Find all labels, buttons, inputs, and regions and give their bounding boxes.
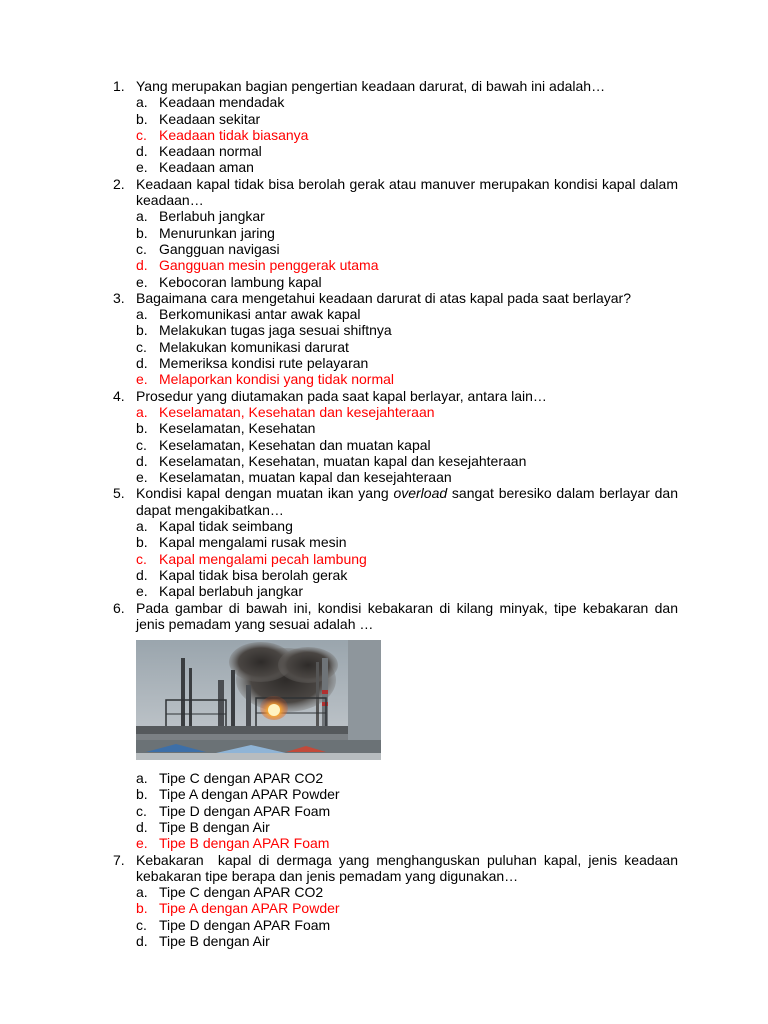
option-text: Kapal tidak bisa berolah gerak <box>159 566 348 583</box>
options-list <box>0 404 768 485</box>
option-letter: e. <box>136 273 148 290</box>
option-text: Tipe B dengan Air <box>159 818 270 835</box>
option-letter: e. <box>136 835 148 852</box>
option-d <box>0 355 768 371</box>
option-letter: d. <box>136 566 148 583</box>
option-letter: a. <box>136 306 148 323</box>
option-letter: a. <box>136 208 148 225</box>
option-c <box>0 241 768 257</box>
option-a <box>0 770 768 786</box>
option-letter: a. <box>136 770 148 787</box>
question-number: 3. <box>113 289 125 306</box>
question-text-part: sangat beresiko dalam berlayar dan dapat mengakibatkan… <box>136 485 678 518</box>
question-2 <box>0 176 678 209</box>
option-d <box>0 453 768 469</box>
option-a <box>0 208 768 224</box>
option-b <box>0 420 768 436</box>
question-text-emphasis: overload <box>393 485 448 502</box>
question-text: Bagaimana cara mengetahui keadaan darurat di atas kapal pada saat berlayar? <box>136 289 631 306</box>
option-text: Tipe C dengan APAR CO2 <box>159 884 324 901</box>
option-text: Berkomunikasi antar awak kapal <box>159 306 361 323</box>
option-letter: c. <box>136 550 147 567</box>
option-letter: c. <box>136 126 147 143</box>
option-text: Keselamatan, Kesehatan, muatan kapal dan kesejahteraan <box>159 452 527 469</box>
option-b <box>0 534 768 550</box>
option-b <box>0 322 768 338</box>
option-text: Keadaan mendadak <box>159 94 285 111</box>
option-text: Keadaan tidak biasanya <box>159 126 309 143</box>
question-text: Keadaan kapal tidak bisa berolah gerak atau manuver merupakan kondisi kapal dalam keadaan… <box>136 175 678 209</box>
option-b <box>0 786 768 802</box>
question-text-part: Kondisi kapal dengan muatan ikan yang <box>136 485 394 502</box>
options-list <box>0 884 768 949</box>
option-text: Keselamatan, Kesehatan dan kesejahteraan <box>159 403 435 420</box>
option-text: Keselamatan, muatan kapal dan kesejahteraan <box>159 469 452 486</box>
option-letter: b. <box>136 534 148 551</box>
option-text: Tipe B dengan APAR Foam <box>159 835 330 852</box>
option-a <box>0 884 768 900</box>
options-list <box>0 518 768 599</box>
option-letter: b. <box>136 110 148 127</box>
option-text: Berlabuh jangkar <box>159 208 265 225</box>
question-text <box>136 485 678 518</box>
options-list <box>0 94 768 175</box>
option-e <box>0 159 768 175</box>
option-c <box>0 339 768 355</box>
refinery-fire-photo <box>136 640 381 760</box>
option-letter: b. <box>136 420 148 437</box>
option-letter: d. <box>136 355 148 372</box>
option-d <box>0 819 768 835</box>
option-text: Kapal tidak seimbang <box>159 518 293 535</box>
option-letter: c. <box>136 802 147 819</box>
option-e-correct-answer <box>0 835 768 851</box>
option-d <box>0 933 768 949</box>
option-text: Keadaan normal <box>159 143 262 160</box>
quiz-document <box>0 78 768 949</box>
option-letter: b. <box>136 900 148 917</box>
option-text: Kapal mengalami rusak mesin <box>159 534 347 551</box>
option-a <box>0 94 768 110</box>
option-e <box>0 469 768 485</box>
option-letter: e. <box>136 159 148 176</box>
option-d <box>0 143 768 159</box>
option-e <box>0 274 768 290</box>
option-e-correct-answer <box>0 371 768 387</box>
question-3 <box>0 290 678 306</box>
option-text: Melaporkan kondisi yang tidak normal <box>159 371 395 388</box>
option-letter: a. <box>136 403 148 420</box>
question-4 <box>0 388 678 404</box>
option-c <box>0 917 768 933</box>
option-text: Menurunkan jaring <box>159 224 275 241</box>
question-text: Yang merupakan bagian pengertian keadaan darurat, di bawah ini adalah… <box>136 78 606 94</box>
question-number: 2. <box>113 175 125 192</box>
option-letter: d. <box>136 452 148 469</box>
option-text: Tipe C dengan APAR CO2 <box>159 770 324 787</box>
question-5 <box>0 485 678 518</box>
option-d-correct-answer <box>0 257 768 273</box>
option-b <box>0 111 768 127</box>
option-a <box>0 306 768 322</box>
question-number: 5. <box>113 485 125 502</box>
option-a <box>0 518 768 534</box>
option-text: Melakukan komunikasi darurat <box>159 338 349 355</box>
refinery-fire-illustration <box>136 640 381 760</box>
option-letter: c. <box>136 338 147 355</box>
option-c <box>0 437 768 453</box>
option-text: Tipe B dengan Air <box>159 933 270 950</box>
option-letter: a. <box>136 518 148 535</box>
option-letter: e. <box>136 583 148 600</box>
options-list <box>0 208 768 289</box>
option-letter: c. <box>136 436 147 453</box>
option-text: Kapal berlabuh jangkar <box>159 583 303 600</box>
option-letter: e. <box>136 371 148 388</box>
question-7 <box>0 851 682 885</box>
options-list <box>0 306 768 387</box>
option-text: Melakukan tugas jaga sesuai shiftnya <box>159 322 392 339</box>
question-number: 4. <box>113 387 125 404</box>
options-list <box>0 770 768 851</box>
option-c-correct-answer <box>0 127 768 143</box>
option-letter: d. <box>136 143 148 160</box>
option-letter: d. <box>136 818 148 835</box>
option-letter: d. <box>136 933 148 950</box>
option-text: Keselamatan, Kesehatan <box>159 420 316 437</box>
option-text: Keadaan aman <box>159 159 254 176</box>
question-1 <box>0 78 678 94</box>
question-number: 7. <box>113 851 125 868</box>
option-letter: c. <box>136 916 147 933</box>
option-letter: b. <box>136 322 148 339</box>
option-text: Gangguan navigasi <box>159 240 280 257</box>
option-letter: e. <box>136 469 148 486</box>
option-c <box>0 803 768 819</box>
option-text: Gangguan mesin penggerak utama <box>159 257 379 274</box>
option-text: Keadaan sekitar <box>159 110 261 127</box>
option-text: Kapal mengalami pecah lambung <box>159 550 367 567</box>
question-number: 6. <box>113 599 125 616</box>
question-text: Pada gambar di bawah ini, kondisi kebakaran di kilang minyak, tipe kebakaran dan jenis pemadam yang sesuai adalah … <box>136 599 678 632</box>
option-d <box>0 567 768 583</box>
option-text: Keselamatan, Kesehatan dan muatan kapal <box>159 436 431 453</box>
option-b <box>0 225 768 241</box>
option-a-correct-answer <box>0 404 768 420</box>
option-letter: c. <box>136 240 147 257</box>
option-c-correct-answer <box>0 551 768 567</box>
option-text: Kebocoran lambung kapal <box>159 273 322 290</box>
option-letter: b. <box>136 224 148 241</box>
option-text: Memeriksa kondisi rute pelayaran <box>159 355 369 372</box>
option-letter: a. <box>136 94 148 111</box>
option-letter: a. <box>136 884 148 901</box>
option-letter: d. <box>136 257 148 274</box>
option-b-correct-answer <box>0 900 768 916</box>
option-text: Tipe A dengan APAR Powder <box>159 786 340 803</box>
option-text: Tipe A dengan APAR Powder <box>159 900 340 917</box>
option-text: Tipe D dengan APAR Foam <box>159 916 331 933</box>
question-6 <box>0 600 678 633</box>
question-text: Kebakaran kapal di dermaga yang menghanguskan puluhan kapal, jenis keadaan kebakaran tipe berapa dan jenis pemadam yang digunakan… <box>136 851 682 884</box>
question-number: 1. <box>113 78 125 94</box>
option-e <box>0 583 768 599</box>
option-letter: b. <box>136 786 148 803</box>
question-text: Prosedur yang diutamakan pada saat kapal berlayar, antara lain… <box>136 387 547 404</box>
option-text: Tipe D dengan APAR Foam <box>159 802 331 819</box>
